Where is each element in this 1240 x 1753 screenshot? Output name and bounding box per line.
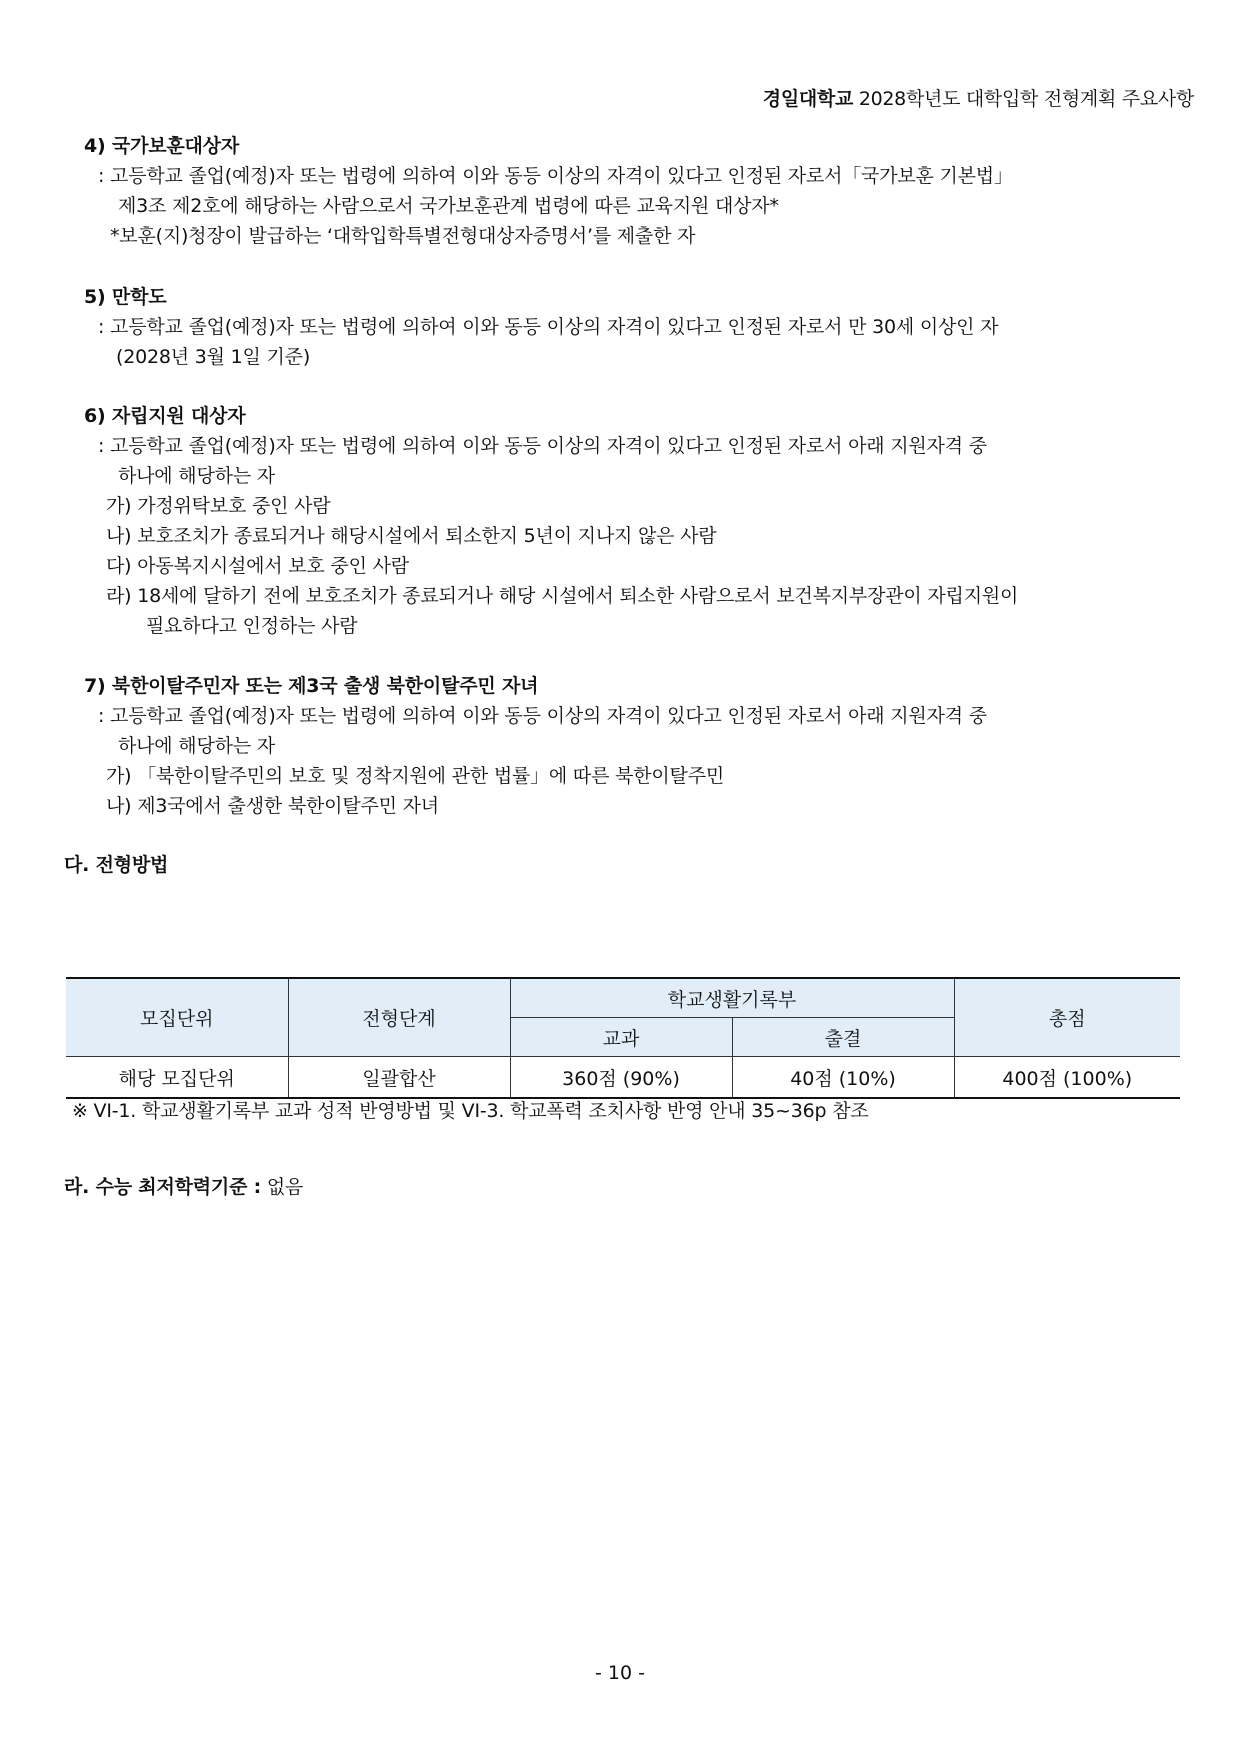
section-4-line-1: : 고등학교 졸업(예정)자 또는 법령에 의하여 이와 동등 이상의 자격이 있다고 인정된 자로서「국가보훈 기본법」	[98, 165, 1013, 187]
section-5-heading: 5) 만학도	[84, 286, 167, 308]
csat-heading: 라. 수능 최저학력기준 :	[64, 1176, 262, 1198]
header-title: 2028학년도 대학입학 전형계획 주요사항	[858, 88, 1194, 110]
section-7-line-2: 하나에 해당하는 자	[118, 735, 275, 757]
section-6-line-2: 하나에 해당하는 자	[118, 465, 275, 487]
th-attendance: 출결	[732, 1018, 954, 1057]
cell-total-score: 400점 (100%)	[954, 1057, 1180, 1099]
csat-value: 없음	[266, 1176, 304, 1198]
section-6-item-d-line-1: 라) 18세에 달하기 전에 보호조치가 종료되거나 해당 시설에서 퇴소한 사람으로서 보건복지부장관이 자립지원이	[106, 585, 1019, 607]
cell-selection-stage: 일괄합산	[288, 1057, 510, 1099]
th-school-record: 학교생활기록부	[510, 978, 954, 1018]
cell-attendance-score: 40점 (10%)	[732, 1057, 954, 1099]
section-6-item-c: 다) 아동복지시설에서 보호 중인 사람	[106, 555, 409, 577]
section-7-heading: 7) 북한이탈주민자 또는 제3국 출생 북한이탈주민 자녀	[84, 675, 539, 697]
cell-recruitment-unit: 해당 모집단위	[66, 1057, 288, 1099]
section-7-item-a: 가) 「북한이탈주민의 보호 및 정착지원에 관한 법률」에 따른 북한이탈주민	[106, 765, 724, 787]
th-total-score: 총점	[954, 978, 1180, 1057]
header-school: 경일대학교	[762, 88, 854, 110]
section-4-line-2: 제3조 제2호에 해당하는 사람으로서 국가보훈관계 법령에 따른 교육지원 대상자*	[118, 195, 779, 217]
cell-subject-score: 360점 (90%)	[510, 1057, 732, 1099]
section-6-heading: 6) 자립지원 대상자	[84, 405, 246, 427]
section-6-line-1: : 고등학교 졸업(예정)자 또는 법령에 의하여 이와 동등 이상의 자격이 있다고 인정된 자로서 아래 지원자격 중	[98, 435, 987, 457]
section-6-item-a: 가) 가정위탁보호 중인 사람	[106, 495, 331, 517]
method-note: ※ VI-1. 학교생활기록부 교과 성적 반영방법 및 VI-3. 학교폭력 조치사항 반영 안내 35~36p 참조	[72, 1100, 869, 1122]
selection-method-table	[66, 977, 1180, 1099]
method-heading: 다. 전형방법	[64, 854, 169, 876]
th-recruitment-unit: 모집단위	[66, 978, 288, 1057]
th-selection-stage: 전형단계	[288, 978, 510, 1057]
section-7-line-1: : 고등학교 졸업(예정)자 또는 법령에 의하여 이와 동등 이상의 자격이 있다고 인정된 자로서 아래 지원자격 중	[98, 705, 987, 727]
csat-line	[64, 1172, 303, 1199]
page-number: - 10 -	[595, 1662, 645, 1684]
section-4-note: *보훈(지)청장이 발급하는 ‘대학입학특별전형대상자증명서’를 제출한 자	[110, 225, 696, 247]
section-5-line-1: : 고등학교 졸업(예정)자 또는 법령에 의하여 이와 동등 이상의 자격이 있다고 인정된 자로서 만 30세 이상인 자	[98, 316, 999, 338]
section-6-item-b: 나) 보호조치가 종료되거나 해당시설에서 퇴소한지 5년이 지나지 않은 사람	[106, 525, 717, 547]
section-6-item-d-line-2: 필요하다고 인정하는 사람	[146, 615, 358, 637]
section-5-line-2: (2028년 3월 1일 기준)	[116, 346, 311, 368]
section-4-heading: 4) 국가보훈대상자	[84, 135, 239, 157]
section-7-item-b: 나) 제3국에서 출생한 북한이탈주민 자녀	[106, 795, 439, 817]
page-header	[763, 84, 1194, 111]
th-subject: 교과	[510, 1018, 732, 1057]
